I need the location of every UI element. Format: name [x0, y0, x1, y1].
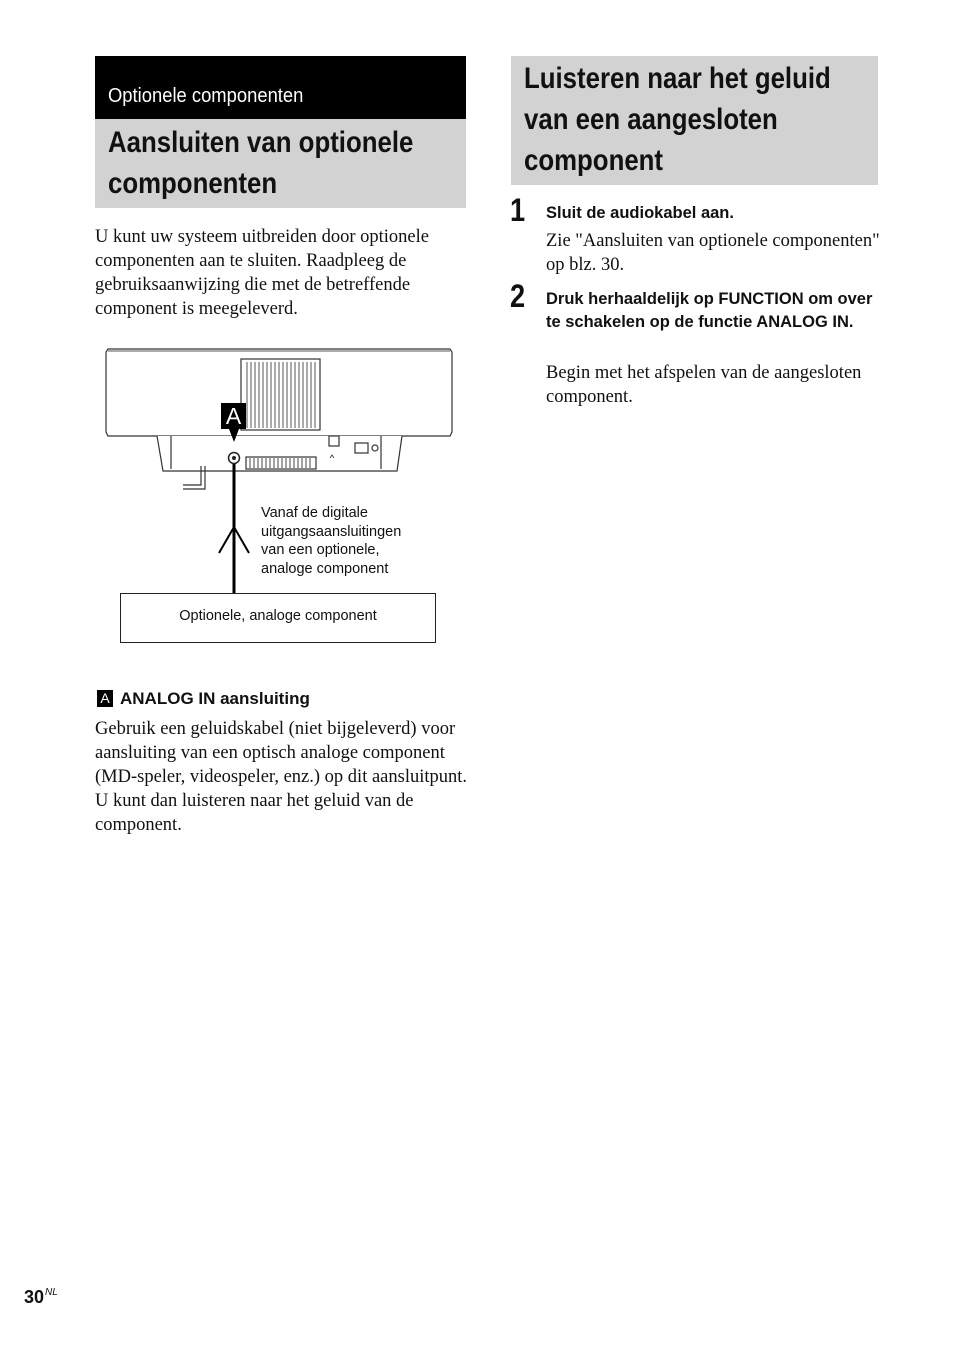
source-label-line3: van een optionele,	[261, 542, 380, 558]
left-title-line1: Aansluiten van optionele	[108, 126, 414, 159]
step-1-heading: Sluit de audiokabel aan.	[546, 204, 734, 222]
right-title-box	[511, 56, 878, 185]
right-title	[524, 58, 831, 181]
step-2-number: 2	[510, 278, 526, 314]
left-title-line2: componenten	[108, 167, 278, 200]
component-box	[120, 593, 436, 643]
page-number	[24, 1282, 58, 1308]
system-unit-illustration	[106, 349, 452, 489]
component-box-label: Optionele, analoge component	[179, 608, 377, 624]
diagram-badge-a: A	[221, 403, 246, 429]
source-label-line4: analoge component	[261, 560, 389, 577]
right-title-line2: van een aangesloten	[524, 103, 778, 136]
right-title-line1: Luisteren naar het geluid	[524, 62, 831, 95]
source-label-line2: uitgangsaansluitingen	[261, 523, 402, 540]
step-1-number: 1	[510, 192, 526, 228]
analog-in-subheading	[97, 688, 310, 710]
subheading-badge: A	[97, 690, 113, 707]
section-label: Optionele componenten	[108, 85, 304, 107]
analog-in-description: Gebruik een geluidskabel (niet bijgeleverd) voor aansluiting van een optisch analoge component (MD-speler, videospeler, enz.) op dit aansluitpunt. U kunt dan luisteren naar het geluid van de component.	[95, 719, 468, 835]
intro-paragraph: U kunt uw systeem uitbreiden door optionele componenten aan te sluiten. Raadpleeg de gebruiksaanwijzing die met de betreffende component is meegeleverd.	[95, 227, 429, 319]
page-number-value: 30	[24, 1287, 45, 1307]
right-title-line3: component	[524, 144, 664, 177]
subheading-text: ANALOG IN aansluiting	[120, 689, 310, 708]
step-1-text: Zie "Aansluiten van optionele componenten" op blz. 30.	[546, 231, 880, 275]
source-label-line1: Vanaf de digitale	[261, 505, 368, 521]
step-2-text: Begin met het afspelen van de aangesloten component.	[546, 363, 862, 407]
page-number-suffix: NL	[45, 1287, 58, 1298]
step-2-heading: Druk herhaaldelijk op FUNCTION om over te schakelen op de functie ANALOG IN.	[546, 290, 873, 331]
source-label	[261, 504, 451, 578]
